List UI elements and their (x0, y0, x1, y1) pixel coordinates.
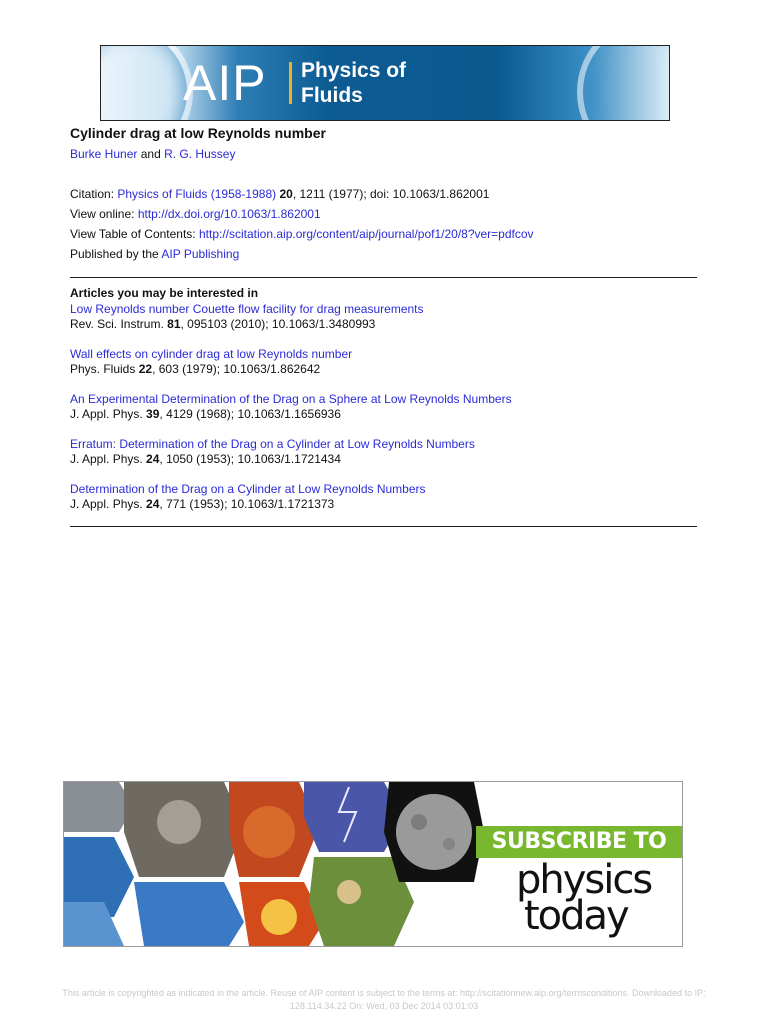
related-volume: 22 (138, 362, 153, 376)
related-article (70, 392, 512, 422)
journal-link[interactable]: Physics of Fluids (1958-1988) (117, 187, 277, 201)
related-article (70, 302, 424, 332)
related-article-link[interactable]: An Experimental Determination of the Drag on a Sphere at Low Reynolds Numbers (70, 392, 512, 406)
physics-today-logo (516, 857, 676, 939)
publisher-link[interactable]: AIP Publishing (161, 247, 240, 261)
toc-line (70, 227, 534, 241)
citation-label: Citation: (70, 187, 115, 201)
ad-collage-image (64, 782, 484, 946)
toc-label: View Table of Contents: (70, 227, 196, 241)
related-details: , 095103 (2010); 10.1063/1.3480993 (180, 317, 376, 331)
journal-name-line2: Fluids (301, 84, 363, 107)
related-details: , 771 (1953); 10.1063/1.1721373 (159, 497, 335, 511)
view-online-line (70, 207, 321, 221)
footer-line1: This article is copyrighted as indicated in the article. Reuse of AIP content is subject to the terms at: http://scitationnew.aip.org/termsconditions. Downloaded to IP: (62, 988, 706, 998)
banner-swirl-left (100, 45, 193, 121)
related-journal: Phys. Fluids (70, 362, 136, 376)
author-link-huner[interactable]: Burke Huner (70, 147, 138, 161)
physics-today-ad[interactable] (63, 781, 683, 947)
author-separator: and (140, 147, 161, 161)
footer-line2: 128.114.34.22 On: Wed, 03 Dec 2014 03:01:03 (289, 1001, 479, 1011)
banner-swirl-right (577, 45, 670, 121)
divider-top (70, 277, 697, 278)
related-volume: 81 (167, 317, 181, 331)
related-details: , 603 (1979); 10.1063/1.862642 (152, 362, 321, 376)
brand-word-physics: physics (516, 857, 652, 903)
related-details: , 1050 (1953); 10.1063/1.1721434 (159, 452, 341, 466)
divider-bottom (70, 526, 697, 527)
citation-line (70, 187, 489, 201)
related-article (70, 482, 426, 512)
related-article (70, 437, 475, 467)
journal-name-line1: Physics of (301, 59, 407, 82)
related-journal: J. Appl. Phys. (70, 407, 143, 421)
article-title: Cylinder drag at low Reynolds number (70, 125, 326, 141)
published-line (70, 247, 239, 261)
related-volume: 24 (146, 497, 160, 511)
related-volume: 24 (146, 452, 160, 466)
related-journal: J. Appl. Phys. (70, 452, 143, 466)
related-journal: Rev. Sci. Instrum. (70, 317, 164, 331)
related-article-link[interactable]: Wall effects on cylinder drag at low Reynolds number (70, 347, 353, 361)
logo-divider (289, 62, 292, 104)
related-article (70, 347, 352, 377)
aip-logo: AIP (183, 55, 267, 111)
doi-link[interactable]: http://dx.doi.org/10.1063/1.862001 (137, 207, 321, 221)
subscribe-banner: SUBSCRIBE TO (476, 826, 682, 858)
journal-banner (100, 45, 670, 121)
citation-volume: 20 (279, 187, 293, 201)
related-details: , 4129 (1968); 10.1063/1.1656936 (159, 407, 341, 421)
author-link-hussey[interactable]: R. G. Hussey (164, 147, 236, 161)
copyright-footer (0, 987, 768, 1013)
related-volume: 39 (146, 407, 160, 421)
view-online-label: View online: (70, 207, 135, 221)
brand-word-today: today (524, 893, 628, 939)
related-journal: J. Appl. Phys. (70, 497, 143, 511)
related-article-link[interactable]: Erratum: Determination of the Drag on a Cylinder at Low Reynolds Numbers (70, 437, 475, 451)
toc-link[interactable]: http://scitation.aip.org/content/aip/journal/pof1/20/8?ver=pdfcov (198, 227, 534, 241)
related-heading: Articles you may be interested in (70, 286, 259, 300)
journal-name (301, 58, 421, 108)
authors (70, 147, 235, 161)
citation-details: , 1211 (1977); doi: 10.1063/1.862001 (292, 187, 490, 201)
published-label: Published by the (70, 247, 159, 261)
related-article-link[interactable]: Determination of the Drag on a Cylinder at Low Reynolds Numbers (70, 482, 426, 496)
related-article-link[interactable]: Low Reynolds number Couette flow facility for drag measurements (70, 302, 424, 316)
